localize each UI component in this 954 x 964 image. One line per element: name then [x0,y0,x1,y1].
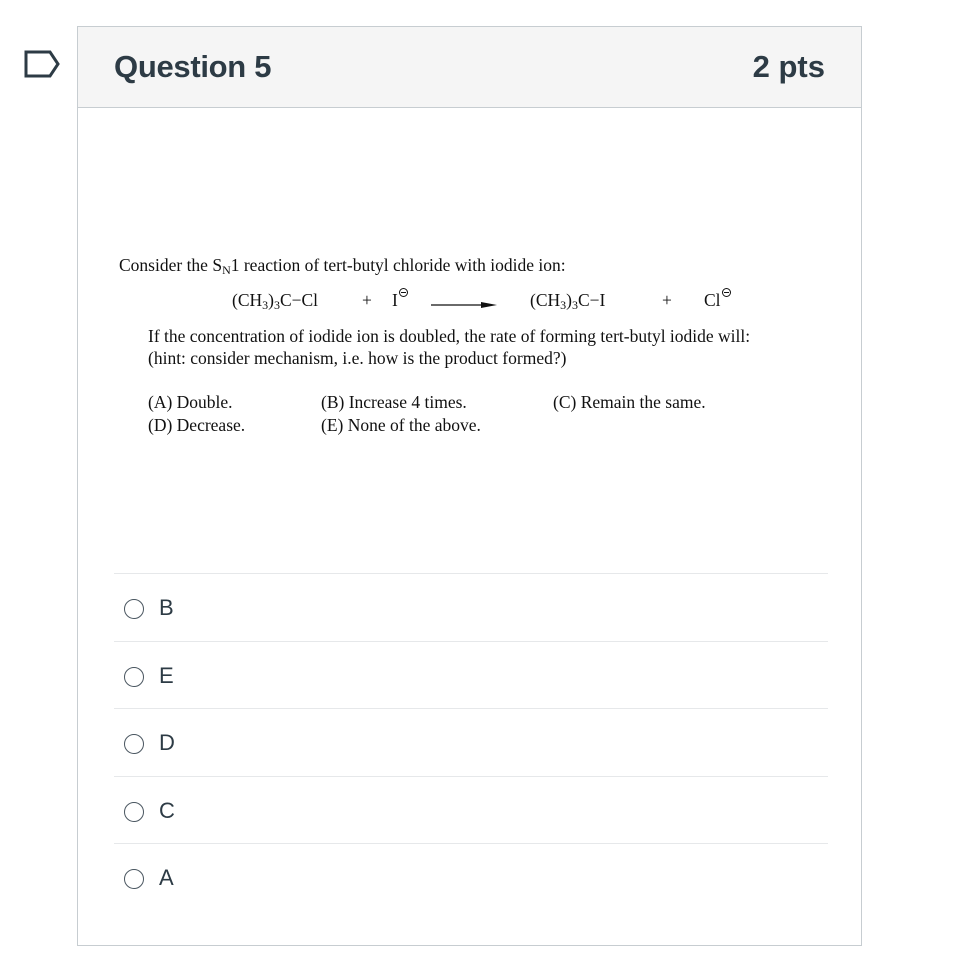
option-e-text: (E) None of the above. [321,415,481,435]
negative-charge-icon [399,288,408,297]
radio-button[interactable] [124,734,144,754]
answer-label[interactable]: C [159,797,175,823]
intro-subscript: N [222,263,231,277]
question-intro [119,255,566,276]
answer-label[interactable]: B [159,595,174,620]
option-a-text: (A) Double. [148,392,233,412]
reaction-arrow-icon [431,300,497,310]
answer-list [114,573,828,911]
intro-suffix: 1 reaction of tert-butyl chloride with iodide ion: [230,255,566,275]
equation-product-2: Cl [704,290,731,311]
intro-prefix: Consider the S [119,255,223,275]
answer-option[interactable] [114,641,828,709]
option-b-text: (B) Increase 4 times. [321,392,467,412]
answer-option[interactable] [114,573,828,641]
answer-label[interactable]: E [159,662,174,688]
answer-label[interactable]: A [159,865,174,890]
equation-product-1: (CH3)3C−I [530,290,606,312]
flag-outline-icon[interactable] [24,50,60,78]
radio-button[interactable] [124,802,144,822]
option-d-text: (D) Decrease. [148,415,246,435]
equation-reactant-2: I [392,290,408,311]
radio-button[interactable] [124,869,144,889]
question-card [77,26,862,946]
radio-button[interactable] [124,667,144,687]
radio-button[interactable] [124,599,144,619]
answer-label[interactable]: D [159,730,175,755]
option-c-text: (C) Remain the same. [553,392,706,412]
question-hint: (hint: consider mechanism, i.e. how is the product formed?) [148,348,567,368]
equation-plus-1: + [362,290,372,310]
question-points: 2 pts [752,49,825,84]
answer-option[interactable] [114,776,828,844]
question-prompt: If the concentration of iodide ion is doubled, the rate of forming tert-butyl iodide will: [148,326,751,346]
equation-plus-2: + [662,290,672,310]
equation-reactant-1: (CH3)3C−Cl [232,290,319,312]
question-header [78,27,861,108]
answer-option[interactable] [114,708,828,776]
negative-charge-icon [722,288,731,297]
answer-option[interactable] [114,843,828,911]
question-title: Question 5 [114,49,272,84]
